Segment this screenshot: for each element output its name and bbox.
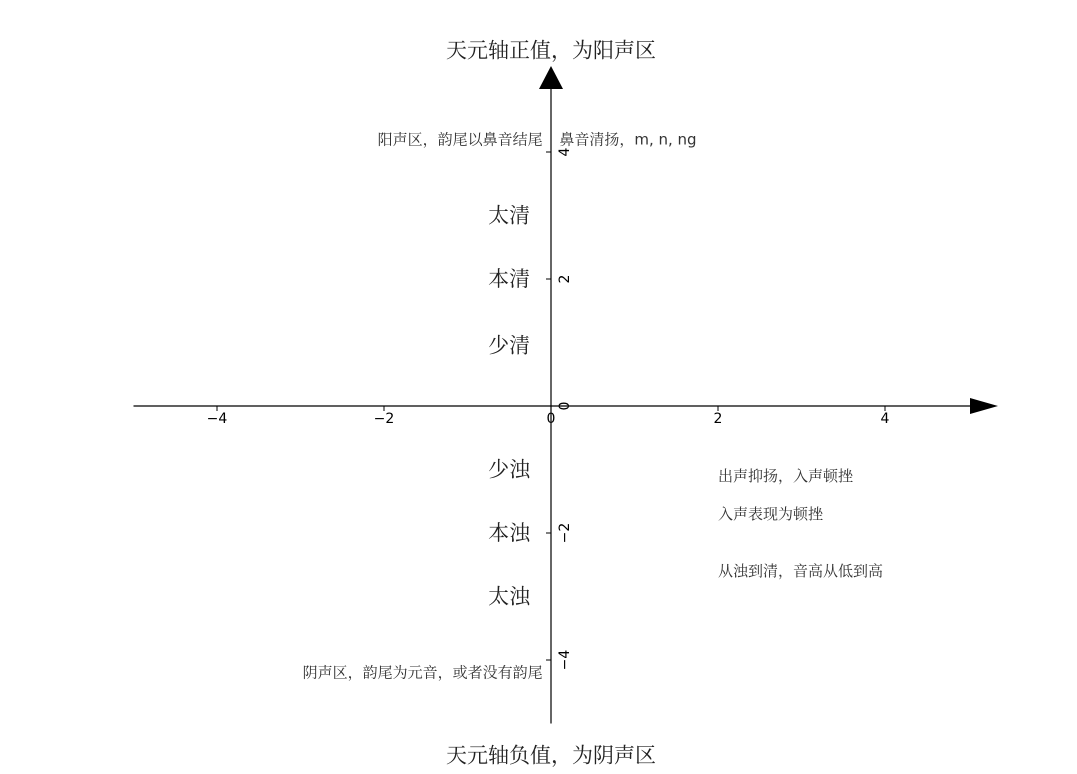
annotation-ben-qing: 本清	[488, 267, 531, 291]
annotation-pos-axis-label: 天元轴正值，为阳声区	[446, 38, 656, 63]
y-tick-label: −2	[557, 522, 573, 544]
x-tick-label: 4	[880, 411, 890, 427]
axes-layer	[134, 66, 999, 724]
annotation-shao-zhuo: 少浊	[488, 457, 531, 482]
annotation-tai-zhuo: 太浊	[488, 584, 531, 609]
annotation-tone-note-2: 入声表现为顿挫	[718, 504, 824, 523]
x-tick-label: −4	[206, 411, 228, 427]
y-tick-label: 0	[557, 401, 573, 411]
ticks-layer	[207, 147, 890, 670]
annotation-pitch-note: 从浊到清，音高从低到高	[718, 562, 884, 581]
annotations-layer	[303, 38, 883, 768]
x-tick-label: −2	[373, 411, 395, 427]
annotation-ben-zhuo: 本浊	[488, 521, 531, 545]
annotation-yin-zone-note: 阴声区，韵尾为元音，或者没有韵尾	[302, 663, 543, 682]
annotation-tai-qing: 太清	[488, 203, 531, 228]
x-axis-arrow	[970, 398, 998, 414]
x-tick-label: 0	[546, 411, 556, 427]
y-tick-label: −4	[557, 649, 573, 671]
annotation-yang-zone-note: 阳声区，韵尾以鼻音结尾	[377, 130, 543, 149]
y-tick-label: 4	[557, 147, 573, 157]
annotation-shao-qing: 少清	[488, 333, 531, 358]
annotation-tone-note-1: 出声抑扬，入声顿挫	[718, 466, 854, 485]
y-axis-arrow	[539, 66, 563, 89]
annotation-neg-axis-label: 天元轴负值，为阴声区	[446, 743, 656, 768]
annotation-nasal-note: 鼻音清扬，m, n, ng	[559, 130, 697, 149]
x-tick-label: 2	[713, 411, 723, 427]
y-tick-label: 2	[557, 274, 573, 284]
